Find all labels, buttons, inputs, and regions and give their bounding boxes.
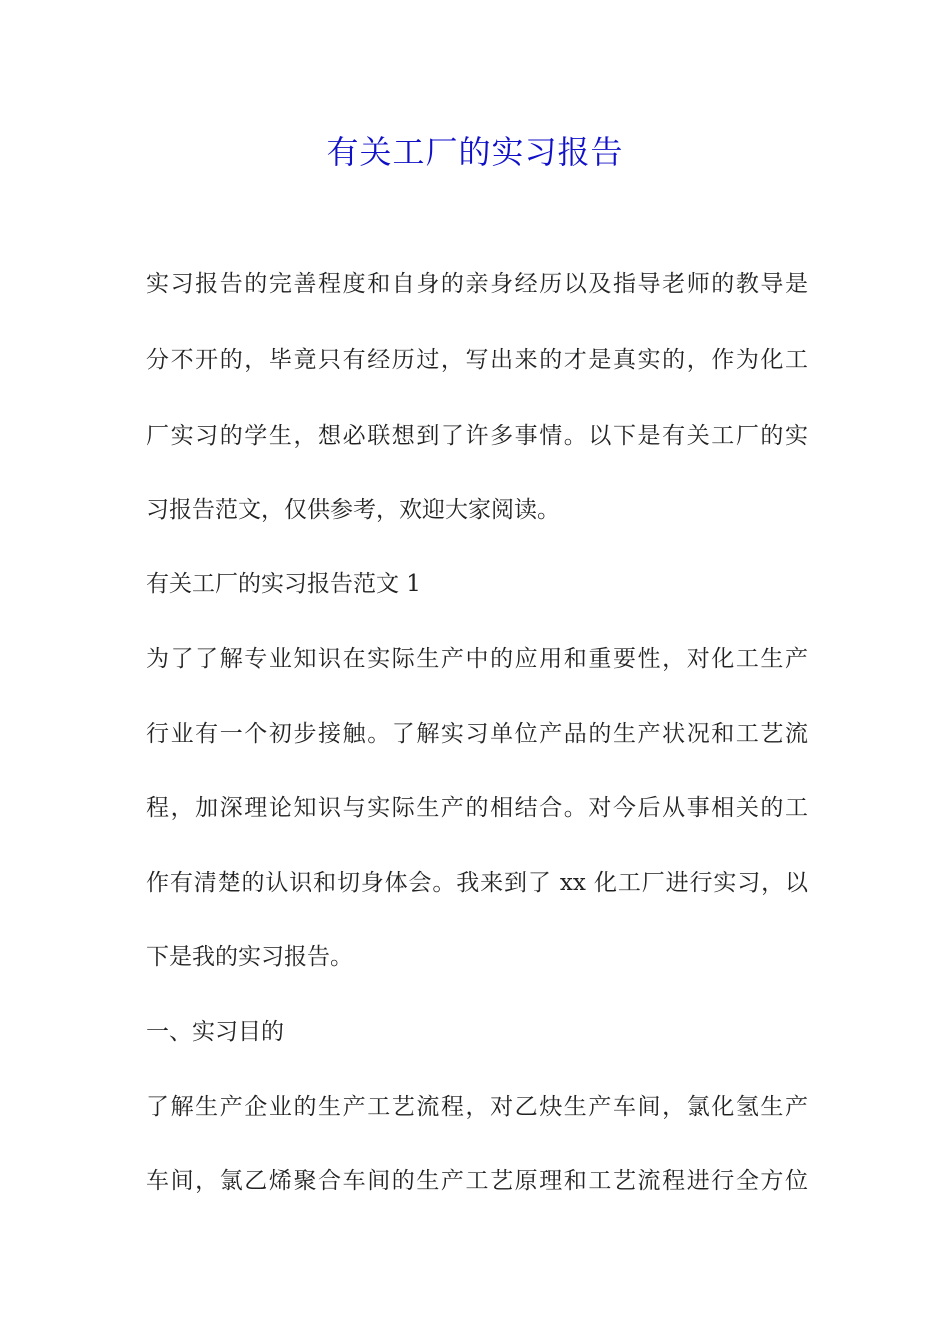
subsection-heading: 一、实习目的 <box>146 1019 284 1045</box>
paragraph-line: 程，加深理论知识与实际生产的相结合。对今后从事相关的工 <box>146 795 808 821</box>
paragraph-line: 实习报告的完善程度和自身的亲身经历以及指导老师的教导是 <box>146 271 808 297</box>
paragraph-line: 车间，氯乙烯聚合车间的生产工艺原理和工艺流程进行全方位 <box>146 1168 808 1194</box>
paragraph-line: 习报告范文，仅供参考，欢迎大家阅读。 <box>146 497 560 523</box>
paragraph-line: 下是我的实习报告。 <box>146 944 353 970</box>
paragraph-line: 分不开的，毕竟只有经历过，写出来的才是真实的，作为化工 <box>146 347 808 373</box>
section-heading: 有关工厂的实习报告范文 1 <box>146 571 421 597</box>
paragraph-line: 了解生产企业的生产工艺流程，对乙炔生产车间，氯化氢生产 <box>146 1094 808 1120</box>
paragraph-line: 行业有一个初步接触。了解实习单位产品的生产状况和工艺流 <box>146 721 808 747</box>
paragraph-line: 作有清楚的认识和切身体会。我来到了 xx 化工厂进行实习，以 <box>146 870 808 896</box>
paragraph-line: 厂实习的学生，想必联想到了许多事情。以下是有关工厂的实 <box>146 423 808 449</box>
document-title: 有关工厂的实习报告 <box>326 133 624 171</box>
paragraph-line: 为了了解专业知识在实际生产中的应用和重要性，对化工生产 <box>146 646 808 672</box>
